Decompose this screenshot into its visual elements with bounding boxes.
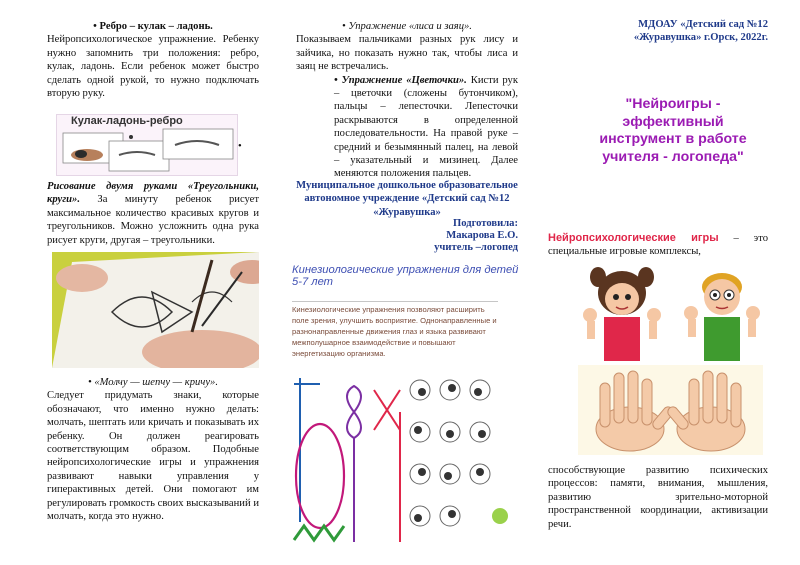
bullet-dot: • — [238, 141, 242, 152]
drawing-block — [47, 180, 259, 247]
image-caption: Кулак-ладонь-ребро — [71, 115, 183, 127]
fist-palm-edge-image — [56, 114, 238, 176]
eye-exercise-diagrams — [290, 372, 522, 562]
flowers-heading: • Упражнение «Цветочки». — [334, 74, 467, 86]
prepared-label: Подготовила: — [453, 218, 518, 229]
rebro-heading: • Ребро – кулак – ладонь. — [93, 21, 213, 32]
drawing-body: За минуту ребенок рисует максимальное количество красивых кругов и треугольников. Можно усложнить одна рука рисует круги, другая – треугольники. — [47, 194, 259, 246]
kinesiology-poster — [290, 256, 522, 562]
prepared-by — [400, 218, 518, 254]
drawing-heading: Рисование двумя руками «Треугольники, круги». — [47, 181, 259, 206]
open-palms-drawing — [578, 365, 763, 455]
boy-drawing — [682, 265, 762, 363]
author-role: учитель –логопед — [434, 242, 518, 253]
flowers-body-start: Кисти рук – цветочки (сложены бутончиком), пальцы – лепесточки. Лепесточки раскрываются в определенной последовательности. На правой руке – средний и безымянный палец, на левой – указательный и мизинец. Далее меняются положения пальцев. — [334, 74, 519, 180]
hands-illustration — [578, 365, 763, 455]
intro-text — [548, 232, 768, 259]
girl-drawing — [580, 265, 664, 363]
poster-title: Кинезиологические упражнения для детей 5-7 лет — [292, 264, 519, 288]
molchu-heading: • «Молчу — шепчу — кричу». — [87, 377, 219, 388]
poster-text: Кинезиологические упражнения позволяют расширить поле зрения, улучшить восприятие. Однонаправленные и разнонаправленные движения глаз и языка развивают межполушарное взаимодействие и повышают энергетизацию организма. — [292, 301, 498, 359]
intro-term: Нейропсихологические игры — [548, 232, 719, 244]
author-name: Макарова Е.О. — [446, 230, 518, 241]
molchu-body: Следует придумать знаки, которые обозначают, что именно нужно делать: молчать, шептать или кричать и показывать их ребенку. Он должен реагировать соответствующим образом. Подобные нейропсихологические игры и упражнения развивают навыки управления у гиперактивных детей. Они помогают им регулировать громкость своих высказываний и молчать, когда это нужно. — [47, 390, 259, 523]
girl-illustration — [580, 265, 664, 363]
organization: Муниципальное дошкольное образовательное автономное учреждение «Детский сад №12 «Журавушка» — [296, 180, 518, 218]
photo-drawing — [52, 252, 259, 368]
brochure-title: "Нейроигры - эффективный инструмент в работе учителя - логопеда" — [599, 96, 747, 165]
fox-hare-heading: • Упражнение «лиса и заяц». — [342, 21, 472, 32]
school-name: МДОАУ «Детский сад №12 «Журавушка» г.Орск, 2022г. — [633, 19, 768, 44]
column-2 — [296, 20, 518, 181]
intro-rest: – это специальные игровые комплексы, — [548, 233, 768, 258]
two-hands-drawing-photo — [52, 252, 259, 368]
hands-drawing — [57, 115, 237, 175]
rebro-body: Нейропсихологическое упражнение. Ребенку нужно запомнить три положения: ребро, кулак, ладонь. Если ребенок может быстро сделать одной рукой, то нужно подключать вторую руку. — [47, 34, 259, 100]
cartoon-eyes — [410, 380, 508, 526]
column-1 — [47, 20, 259, 100]
boy-illustration — [682, 265, 762, 363]
flowers-block — [296, 74, 518, 181]
fox-hare-body: Показываем пальчиками разных рук лису и зайчика, но показать нужно так, чтобы лиса и заяц не встречались. — [296, 34, 518, 73]
molchu-block — [47, 376, 259, 523]
intro-tail: способствующие развитию психических процессов: памяти, внимания, мышления, развитию зрительно-моторной пространственной координации, активизации речи. — [548, 465, 768, 530]
